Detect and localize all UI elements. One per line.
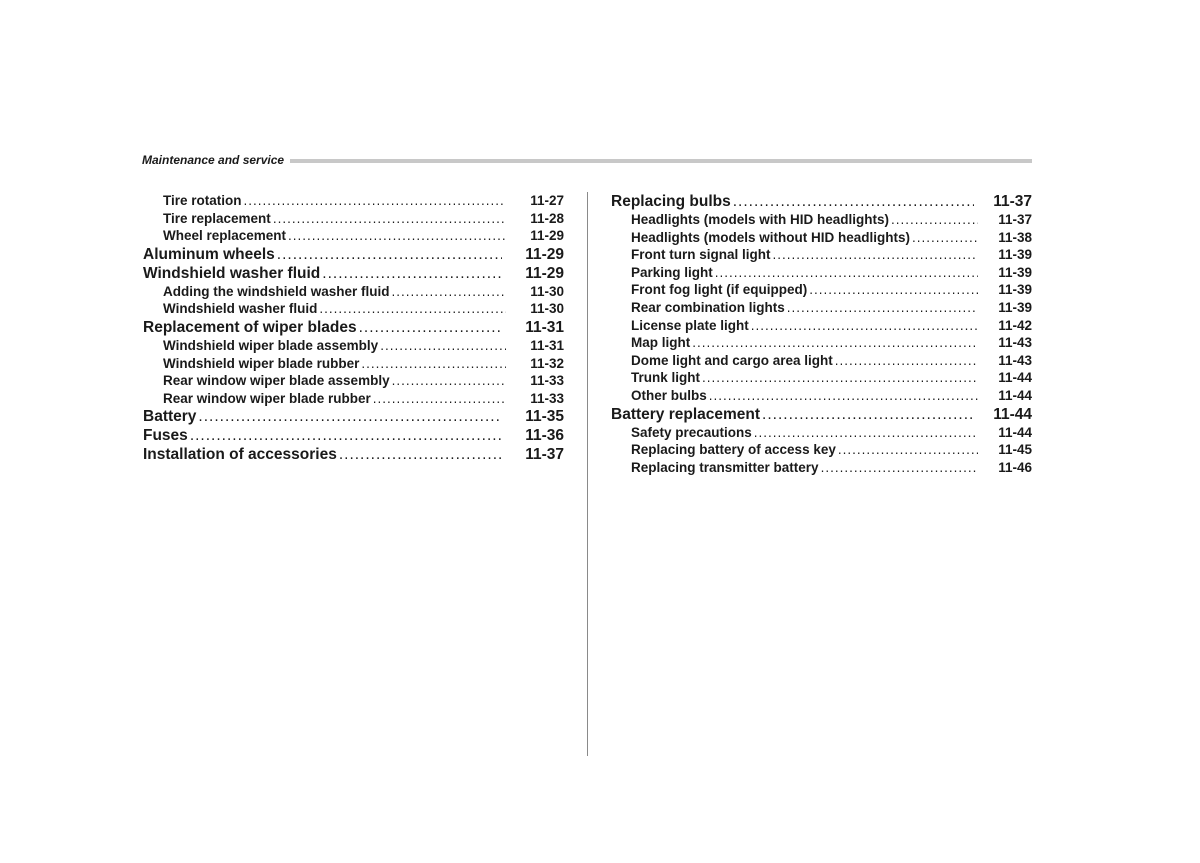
toc-entry-page: 11-44 bbox=[998, 370, 1032, 386]
toc-entry-title: Replacement of wiper blades bbox=[143, 318, 357, 336]
dot-leader bbox=[707, 387, 978, 405]
toc-entry-page: 11-42 bbox=[998, 317, 1032, 333]
toc-entry-title: Replacing battery of access key bbox=[631, 442, 836, 458]
toc-entry-page: 11-29 bbox=[525, 245, 564, 263]
toc-entry[interactable] bbox=[611, 211, 1032, 229]
dot-leader bbox=[833, 352, 978, 370]
dot-leader bbox=[752, 424, 978, 442]
toc-entry[interactable] bbox=[143, 426, 564, 445]
toc-entry-page: 11-43 bbox=[998, 352, 1032, 368]
dot-leader bbox=[910, 229, 978, 247]
toc-entry-page: 11-35 bbox=[525, 408, 564, 426]
toc-entry-title: Rear window wiper blade assembly bbox=[163, 373, 390, 389]
toc-entry-page: 11-46 bbox=[998, 459, 1032, 475]
toc-entry-page: 11-33 bbox=[530, 373, 564, 389]
toc-entry[interactable] bbox=[611, 424, 1032, 442]
toc-entry-page: 11-38 bbox=[998, 229, 1032, 245]
toc-entry-page: 11-39 bbox=[998, 247, 1032, 263]
section-header bbox=[142, 153, 1032, 167]
toc-entry-title: Front turn signal light bbox=[631, 247, 771, 263]
toc-entry-title: Fuses bbox=[143, 427, 188, 445]
dot-leader bbox=[242, 192, 506, 210]
toc-entry[interactable] bbox=[143, 245, 564, 264]
toc-entry[interactable] bbox=[611, 369, 1032, 387]
toc-entry-page: 11-30 bbox=[530, 301, 564, 317]
toc-entry-title: Replacing bulbs bbox=[611, 193, 731, 210]
dot-leader bbox=[188, 426, 502, 445]
toc-entry[interactable] bbox=[611, 317, 1032, 335]
toc-entry[interactable] bbox=[611, 264, 1032, 282]
toc-entry-page: 11-37 bbox=[993, 193, 1032, 210]
toc-entry-title: Dome light and cargo area light bbox=[631, 352, 833, 368]
toc-entry[interactable] bbox=[143, 445, 564, 464]
toc-entry[interactable] bbox=[143, 264, 564, 283]
dot-leader bbox=[337, 445, 502, 464]
toc-entry-title: Tire rotation bbox=[163, 193, 242, 208]
toc-entry-page: 11-44 bbox=[993, 405, 1032, 423]
toc-entry-title: License plate light bbox=[631, 317, 749, 333]
toc-entry[interactable] bbox=[143, 210, 564, 228]
toc-entry-title: Other bulbs bbox=[631, 387, 707, 403]
toc-entry-page: 11-39 bbox=[998, 264, 1032, 280]
toc-entry-page: 11-39 bbox=[998, 299, 1032, 315]
dot-leader bbox=[371, 390, 506, 408]
toc-entry[interactable] bbox=[143, 390, 564, 408]
toc-entry[interactable] bbox=[143, 337, 564, 355]
toc-entry[interactable] bbox=[611, 459, 1032, 477]
toc-entry[interactable] bbox=[611, 387, 1032, 405]
toc-entry[interactable] bbox=[143, 355, 564, 373]
toc-entry-page: 11-28 bbox=[530, 210, 564, 226]
toc-entry[interactable] bbox=[143, 300, 564, 318]
dot-leader bbox=[785, 299, 978, 317]
toc-entry-page: 11-44 bbox=[998, 387, 1032, 403]
dot-leader bbox=[731, 192, 974, 211]
toc-left-column bbox=[143, 192, 564, 464]
toc-entry[interactable] bbox=[143, 318, 564, 337]
toc-entry-title: Rear window wiper blade rubber bbox=[163, 390, 371, 406]
dot-leader bbox=[700, 369, 978, 387]
toc-entry-title: Parking light bbox=[631, 264, 713, 280]
toc-entry-title: Replacing transmitter battery bbox=[631, 459, 819, 475]
dot-leader bbox=[390, 372, 506, 390]
toc-entry-title: Map light bbox=[631, 335, 691, 351]
dot-leader bbox=[378, 337, 506, 355]
toc-entry-title: Front fog light (if equipped) bbox=[631, 282, 808, 298]
toc-entry-title: Battery bbox=[143, 408, 197, 426]
dot-leader bbox=[359, 355, 506, 373]
toc-entry[interactable] bbox=[611, 299, 1032, 317]
toc-entry-page: 11-29 bbox=[525, 264, 564, 282]
toc-entry-page: 11-37 bbox=[998, 212, 1032, 227]
dot-leader bbox=[770, 246, 978, 264]
toc-entry-title: Safety precautions bbox=[631, 424, 752, 440]
toc-entry[interactable] bbox=[143, 407, 564, 426]
toc-entry-page: 11-31 bbox=[530, 337, 564, 353]
toc-entry[interactable] bbox=[143, 372, 564, 390]
toc-entry-title: Tire replacement bbox=[163, 210, 271, 226]
toc-entry-title: Rear combination lights bbox=[631, 299, 785, 315]
toc-entry[interactable] bbox=[611, 281, 1032, 299]
dot-leader bbox=[749, 317, 978, 335]
dot-leader bbox=[320, 264, 502, 283]
toc-entry[interactable] bbox=[143, 227, 564, 245]
toc-entry-page: 11-32 bbox=[530, 355, 564, 371]
dot-leader bbox=[390, 283, 506, 301]
toc-entry-title: Aluminum wheels bbox=[143, 245, 275, 263]
dot-leader bbox=[690, 334, 978, 352]
toc-entry-title: Wheel replacement bbox=[163, 228, 287, 244]
dot-leader bbox=[889, 211, 978, 229]
dot-leader bbox=[196, 407, 502, 426]
toc-entry[interactable] bbox=[143, 283, 564, 301]
toc-entry-page: 11-43 bbox=[998, 335, 1032, 351]
dot-leader bbox=[317, 300, 506, 318]
toc-entry-title: Windshield washer fluid bbox=[143, 264, 321, 282]
toc-entry-page: 11-27 bbox=[530, 193, 564, 208]
toc-entry-page: 11-37 bbox=[525, 446, 564, 464]
toc-entry-title: Trunk light bbox=[631, 370, 700, 386]
toc-entry-title: Windshield wiper blade assembly bbox=[163, 337, 379, 353]
toc-entry-page: 11-31 bbox=[525, 318, 564, 336]
toc-entry-title: Battery replacement bbox=[611, 405, 761, 423]
dot-leader bbox=[357, 318, 502, 337]
toc-entry-title: Adding the windshield washer fluid bbox=[163, 283, 390, 299]
dot-leader bbox=[819, 459, 978, 477]
dot-leader bbox=[271, 210, 506, 228]
toc-entry-title: Installation of accessories bbox=[143, 446, 337, 464]
toc-entry-page: 11-45 bbox=[998, 442, 1032, 458]
section-title: Maintenance and service bbox=[142, 153, 290, 167]
toc-entry[interactable] bbox=[611, 405, 1032, 424]
toc-right-column bbox=[611, 192, 1032, 476]
toc-entry[interactable] bbox=[611, 441, 1032, 459]
toc-entry-title: Headlights (models with HID headlights) bbox=[631, 212, 890, 227]
dot-leader bbox=[836, 441, 978, 459]
toc-entry-title: Windshield wiper blade rubber bbox=[163, 355, 360, 371]
dot-leader bbox=[286, 227, 506, 245]
toc-entry[interactable] bbox=[611, 352, 1032, 370]
toc-entry[interactable] bbox=[611, 334, 1032, 352]
toc-entry-page: 11-33 bbox=[530, 390, 564, 406]
column-divider bbox=[587, 192, 588, 756]
toc-entry-page: 11-30 bbox=[530, 283, 564, 299]
toc-entry-page: 11-39 bbox=[998, 282, 1032, 298]
toc-entry-page: 11-29 bbox=[530, 228, 564, 244]
dot-leader bbox=[760, 405, 974, 424]
toc-entry[interactable] bbox=[143, 192, 564, 210]
dot-leader bbox=[275, 245, 502, 264]
toc-entry-title: Windshield washer fluid bbox=[163, 301, 318, 317]
toc-entry[interactable] bbox=[611, 229, 1032, 247]
toc-entry[interactable] bbox=[611, 192, 1032, 211]
toc-entry-page: 11-36 bbox=[525, 427, 564, 445]
toc-entry-page: 11-44 bbox=[998, 424, 1032, 440]
toc-entry-title: Headlights (models without HID headlights) bbox=[631, 229, 911, 245]
toc-entry[interactable] bbox=[611, 246, 1032, 264]
dot-leader bbox=[713, 264, 978, 282]
dot-leader bbox=[807, 281, 978, 299]
